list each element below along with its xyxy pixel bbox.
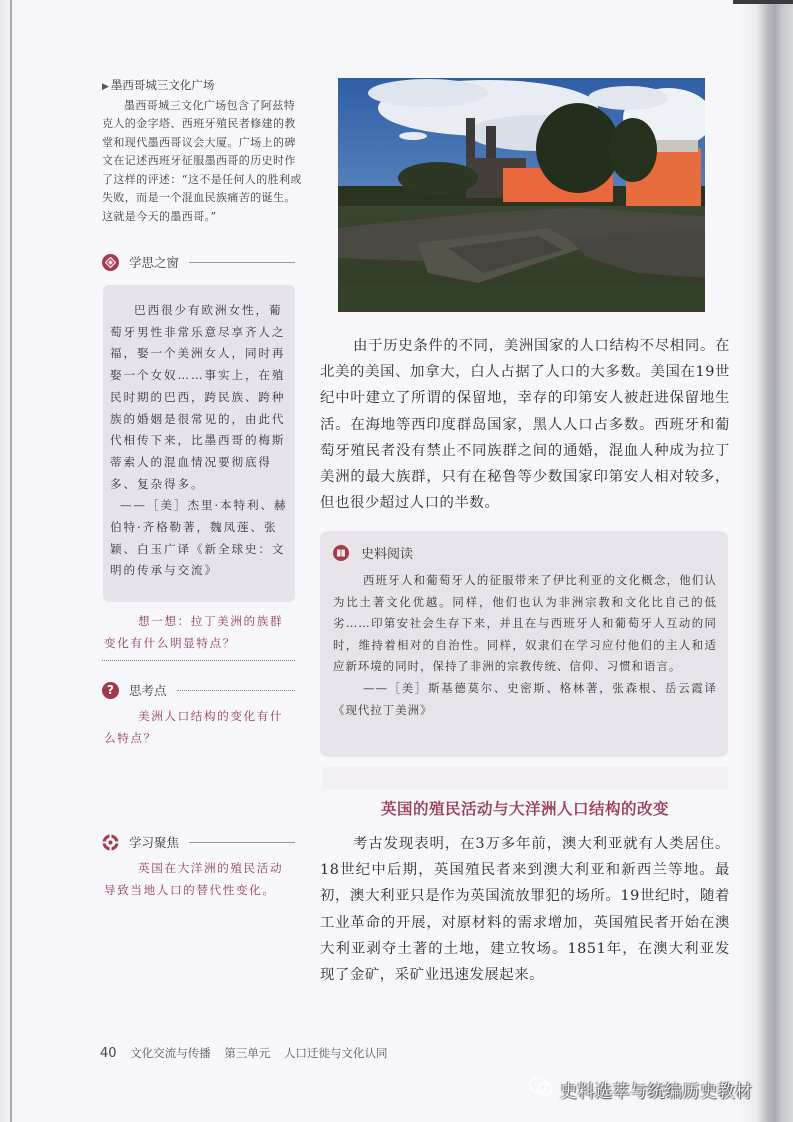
- page-number: 40: [100, 1046, 117, 1061]
- paragraph-text: 由于历史条件的不同，美洲国家的人口结构不尽相同。在北美的美国、加拿大，白人占据了人口的大多数。美国在19世纪中叶建立了所谓的保留地，幸存的印第安人被赶进保留地生活。在海地等西印度群岛国家，黑人人口占多数。西班牙和葡萄牙殖民者没有禁止不同族群之间的通婚，混血人种成为拉丁美洲的最大族群，只有在秘鲁等少数国家印第安人相对较多，但也很少超过人口的半数。: [320, 338, 730, 512]
- page-left-edge: [10, 0, 12, 1122]
- focus-target-icon: [102, 834, 119, 851]
- xuexi-jujiao-header: [102, 831, 295, 853]
- xuesi-paragraph: 巴西很少有欧洲女性，葡萄牙男性非常乐意尽享齐人之福，娶一个美洲女人，同时再娶一个女奴……事实上，在殖民时期的巴西，跨民族、跨种族的婚姻是很常见的，由此代代相传下来，比墨西哥的梅斯蒂索人的混血情况要彻底得多、复杂得多。: [110, 303, 286, 491]
- sikaodian-text: 美洲人口结构的变化有什么特点？: [104, 709, 284, 745]
- question-mark-icon: ?: [102, 682, 119, 699]
- triangle-marker-icon: ▶: [102, 82, 109, 92]
- think-question: 想一想：拉丁美洲的族群变化有什么明显特点？: [104, 614, 284, 650]
- caption-title: 墨西哥城三文化广场: [110, 78, 215, 92]
- source-reading-citation: ——［美］斯基德莫尔、史密斯、格林著，张森根、岳云霞译《现代拉丁美洲》: [333, 680, 717, 717]
- sikaodian-title: 思考点: [129, 683, 167, 698]
- book-icon: [333, 545, 349, 561]
- page-footer: [100, 1045, 388, 1061]
- photo-caption: [102, 76, 302, 226]
- unit-label: 第三单元: [224, 1046, 271, 1060]
- xuesi-window-content: [110, 300, 290, 582]
- watermark-text: 史料选萃与统编历史教材: [560, 1081, 753, 1102]
- xuexi-jujiao-title: 学习聚焦: [129, 835, 180, 850]
- book-title: 文化交流与传播: [130, 1046, 211, 1060]
- source-reading-header: [333, 543, 413, 562]
- plaza-photo-image: [338, 78, 705, 312]
- caption-body: 墨西哥城三文化广场包含了阿兹特克人的金字塔、西班牙殖民者修建的教堂和现代墨西哥议会大厦。广场上的碑文在记述西班牙征服墨西哥的历史时作了这样的评述：“这不是任何人的胜利或失败，而是一个混血民族痛苦的诞生。这就是今天的墨西哥。”: [102, 98, 302, 223]
- header-divider: [189, 262, 295, 263]
- xuesi-window-header: [102, 251, 295, 273]
- section-title: 英国的殖民活动与大洋洲人口结构的改变: [380, 800, 669, 818]
- main-paragraph-1: [320, 333, 730, 516]
- sikaodian-header: [102, 679, 295, 701]
- caption-title-row: [102, 76, 302, 97]
- plaza-photo: [338, 78, 705, 312]
- page-top-edge: [733, 0, 793, 4]
- source-reading-content: [333, 570, 717, 721]
- paragraph-text: 考古发现表明，在3万多年前，澳大利亚就有人类居住。18世纪中后期，英国殖民者来到澳大利亚和新西兰等地。最初，澳大利亚只是作为英国流放罪犯的场所。19世纪时，随着工业革命的开展，对原材料的需求增加，英国殖民者开始在澳大利亚剥夺土著的土地，建立牧场。1851年，在澳大利亚发现了金矿，采矿业迅速发展起来。: [320, 836, 730, 984]
- main-paragraph-2: [320, 831, 730, 988]
- xuesi-window-title: 学思之窗: [129, 255, 180, 270]
- header-divider: [177, 690, 295, 691]
- source-reading-paragraph: 西班牙人和葡萄牙人的征服带来了伊比利亚的文化概念，他们认为比土著文化优越。同样，他们也认为非洲宗教和文化比自己的低劣……印第安社会生存下来，并且在与西班牙人和葡萄牙人互动的同时，维持着相对的自治性。同样，奴隶们在学习应付他们的主人和适应新环境的同时，保持了非洲的宗教传统、信仰、习惯和语言。: [333, 573, 717, 674]
- faded-text-band: [322, 767, 728, 789]
- xuesi-source: ——［美］杰里·本特利、赫伯特·齐格勒著，魏凤莲、张颖、白玉广译《新全球史：文明的传承与交流》: [110, 498, 288, 578]
- sidebar-divider: [102, 660, 295, 661]
- source-reading-title: 史料阅读: [361, 547, 414, 562]
- xuexi-jujiao-text: 英国在大洋洲的殖民活动导致当地人口的替代性变化。: [104, 861, 284, 897]
- diamond-emblem-icon: [102, 254, 119, 271]
- header-divider: [189, 842, 295, 843]
- wechat-watermark: [528, 1076, 753, 1102]
- wechat-icon: [528, 1076, 554, 1102]
- unit-title: 人口迁徙与文化认同: [284, 1046, 388, 1060]
